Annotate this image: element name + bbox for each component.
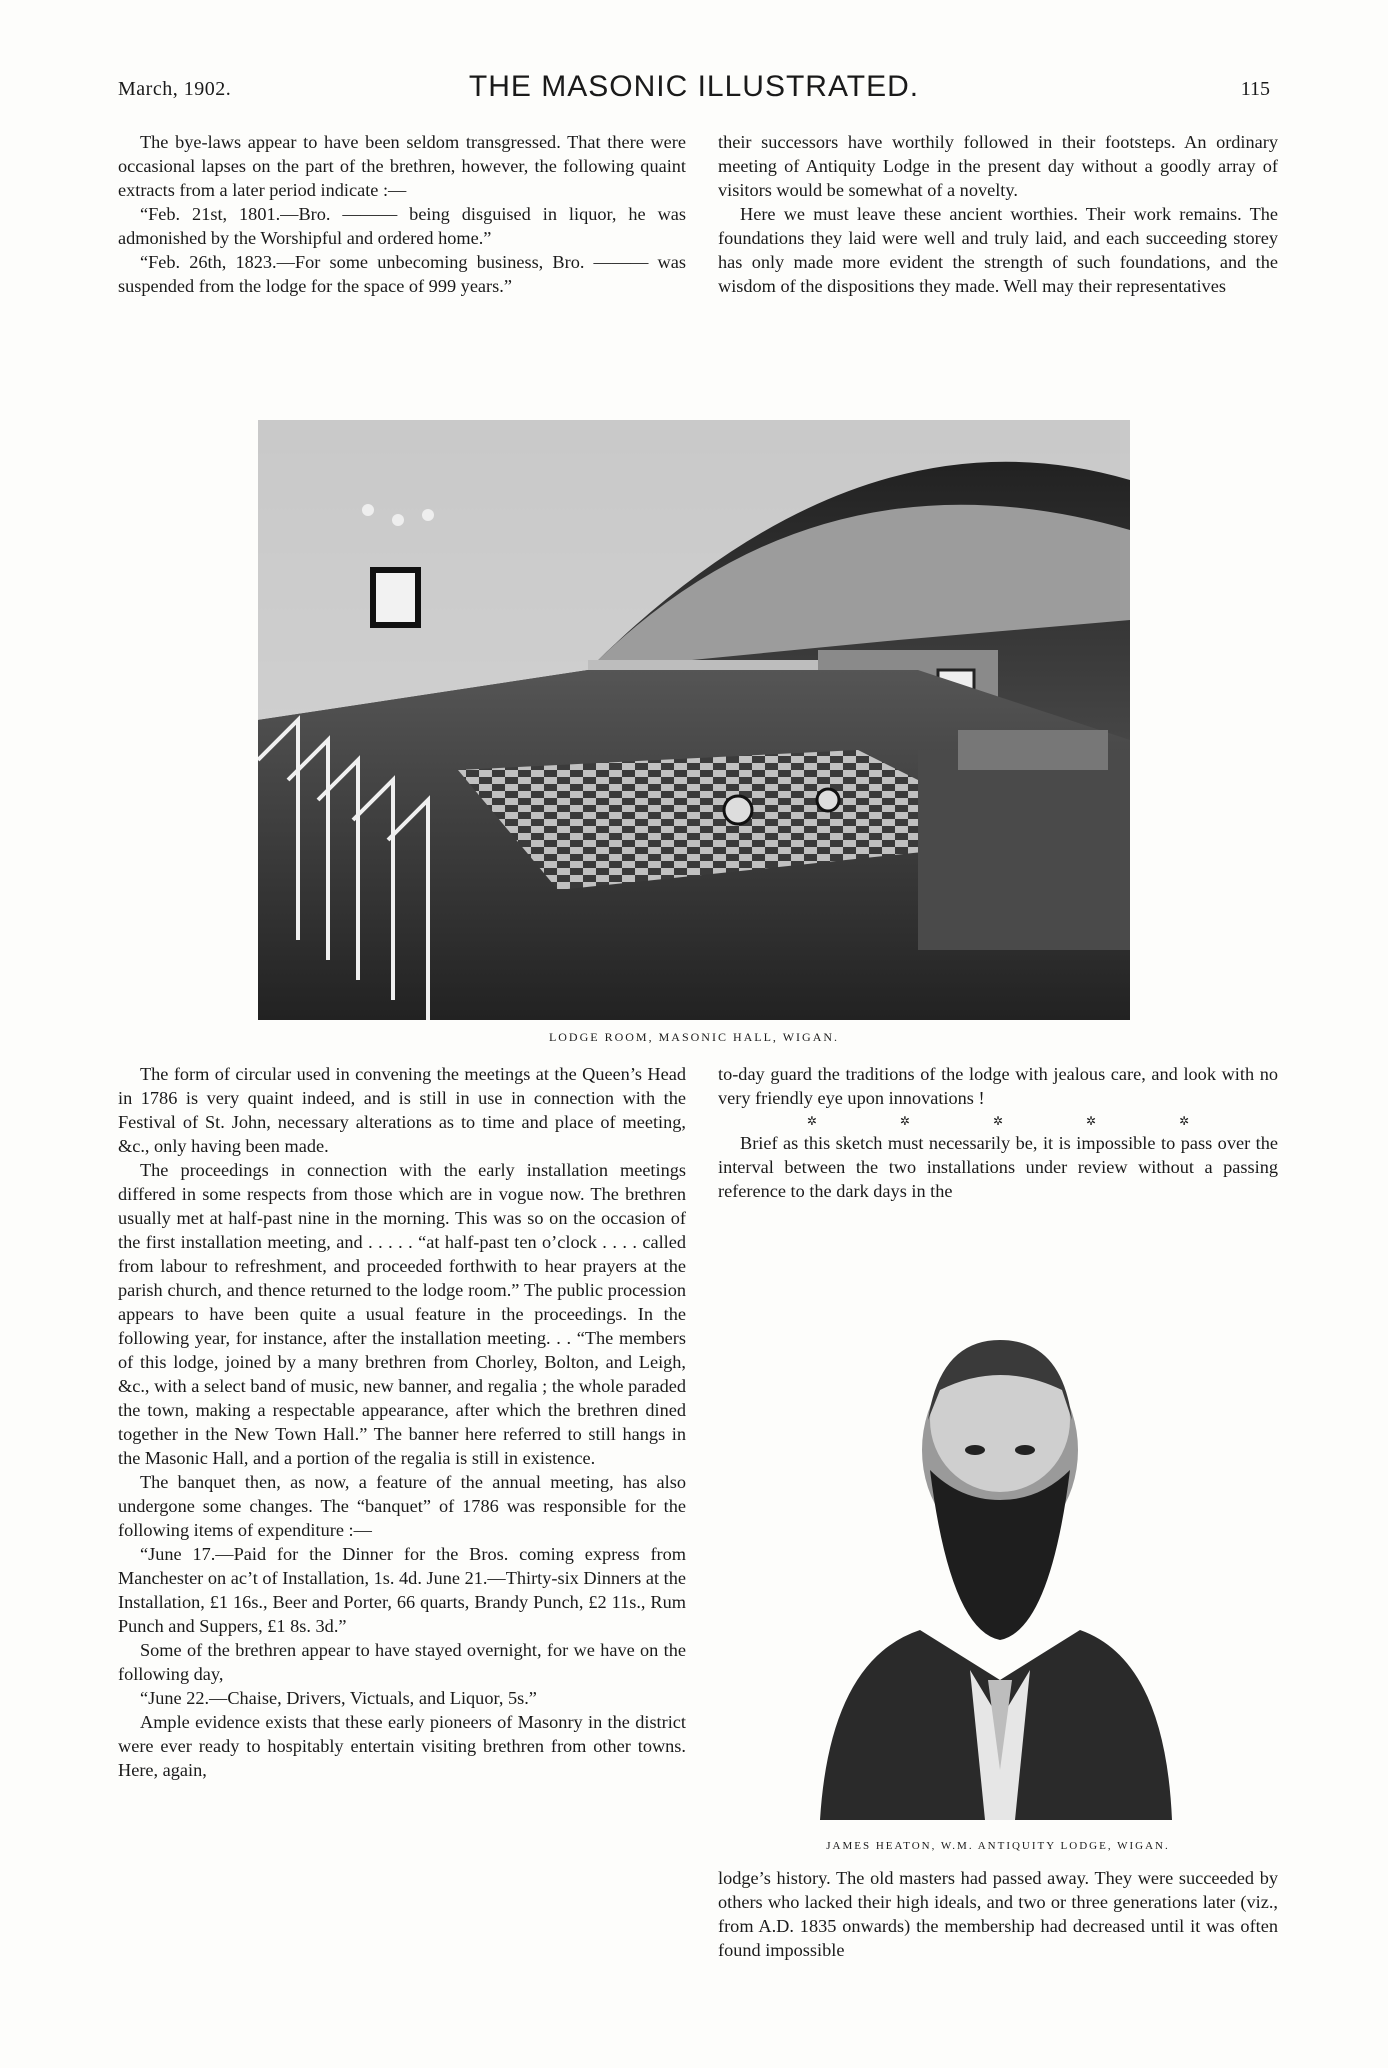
paragraph: The banquet then, as now, a feature of the annual meeting, has also undergone some changes. The “banquet” of 1786 was responsible for the following items of expenditure :— [118, 1472, 686, 1540]
lodge-room-caption: LODGE ROOM, MASONIC HALL, WIGAN. [548, 1030, 840, 1044]
publication-title: THE MASONIC ILLUSTRATED. [468, 70, 920, 103]
paragraph: The bye-laws appear to have been seldom transgressed. That there were occasional lapses on the part of the brethren, however, the following quaint extracts from a later period indicate :— [118, 132, 686, 200]
paragraph: Here we must leave these ancient worthies. Their work remains. The foundations they laid were well and truly laid, and each succeeding storey has only made more evident the strength of such foundations, and the wisdom of the dispositions they made. Well may their representatives [718, 204, 1278, 296]
quote-paragraph: “Feb. 26th, 1823.—For some unbecoming business, Bro. ——— was suspended from the lodge for the space of 999 years.” [118, 252, 686, 296]
quote-paragraph: “June 22.—Chaise, Drivers, Victuals, and Liquor, 5s.” [140, 1688, 537, 1708]
paragraph: The form of circular used in convening the meetings at the Queen’s Head in 1786 is very quaint indeed, and is still in use in connection with the Festival of St. John, necessary alterations as to time and place of meeting, &c., only having been made. [118, 1064, 686, 1156]
bottom-left-column [118, 1062, 686, 1782]
issue-date: March, 1902. [118, 78, 232, 100]
paragraph: lodge’s history. The old masters had passed away. They were succeeded by others who lacked their high ideals, and two or three generations later (viz., from A.D. 1835 onwards) the membership had decreased until it was often found impossible [718, 1868, 1278, 1960]
top-left-column [118, 130, 686, 298]
page-number: 115 [1240, 78, 1270, 100]
bottom-right-end-column [718, 1866, 1278, 1962]
paragraph: to-day guard the traditions of the lodge with jealous care, and look with no very friendly eye upon innovations ! [718, 1064, 1278, 1108]
lodge-room-illustration [258, 420, 1130, 1020]
portrait-photo [800, 1300, 1190, 1820]
quote-paragraph: “Feb. 21st, 1801.—Bro. ——— being disguised in liquor, he was admonished by the Worshipful and ordered home.” [118, 204, 686, 248]
top-right-column [718, 130, 1278, 298]
section-break-stars: ✲ ✲ ✲ ✲ ✲ [806, 1114, 1230, 1128]
lodge-room-photo [258, 420, 1130, 1020]
quote-paragraph: “June 17.—Paid for the Dinner for the Bros. coming express from Manchester on ac’t of Installation, 1s. 4d. June 21.—Thirty-six Dinners at the Installation, £1 16s., Beer and Porter, 66 quarts, Brandy Punch, £2 11s., Rum Punch and Suppers, £1 8s. 3d.” [118, 1544, 686, 1636]
paragraph: Brief as this sketch must necessarily be, it is impossible to pass over the interval between the two installations under review without a passing reference to the dark days in the [718, 1133, 1278, 1201]
paragraph: Ample evidence exists that these early pioneers of Masonry in the district were ever ready to hospitably entertain visiting brethren from other towns. Here, again, [118, 1712, 686, 1780]
portrait-illustration [800, 1300, 1190, 1820]
paragraph: The proceedings in connection with the early installation meetings differed in some respects from those which are in vogue now. The brethren usually met at half-past nine in the morning. This was so on the occasion of the first installation meeting, and . . . . . “at half-past ten o’clock . . . . called from labour to refreshment, and proceeded forthwith to hear prayers at the parish church, and thence returned to the lodge room.” The public procession appears to have been quite a usual feature in the proceedings. In the following year, for instance, after the installation meeting. . . “The members of this lodge, joined by a many brethren from Chorley, Bolton, and Leigh, &c., with a select band of music, new banner, and regalia ; the whole paraded the town, making a respectable appearance, after which the brethren dined together in the New Town Hall.” The banner here referred to still hangs in the Masonic Hall, and a portion of the regalia is still in existence. [118, 1160, 686, 1468]
bottom-right-column [718, 1062, 1278, 1203]
portrait-caption: JAMES HEATON, W.M. ANTIQUITY LODGE, WIGAN. [826, 1840, 1170, 1852]
paragraph: their successors have worthily followed in their footsteps. An ordinary meeting of Antiquity Lodge in the present day without a goodly array of visitors would be somewhat of a novelty. [718, 132, 1278, 200]
paragraph: Some of the brethren appear to have stayed overnight, for we have on the following day, [118, 1640, 686, 1684]
